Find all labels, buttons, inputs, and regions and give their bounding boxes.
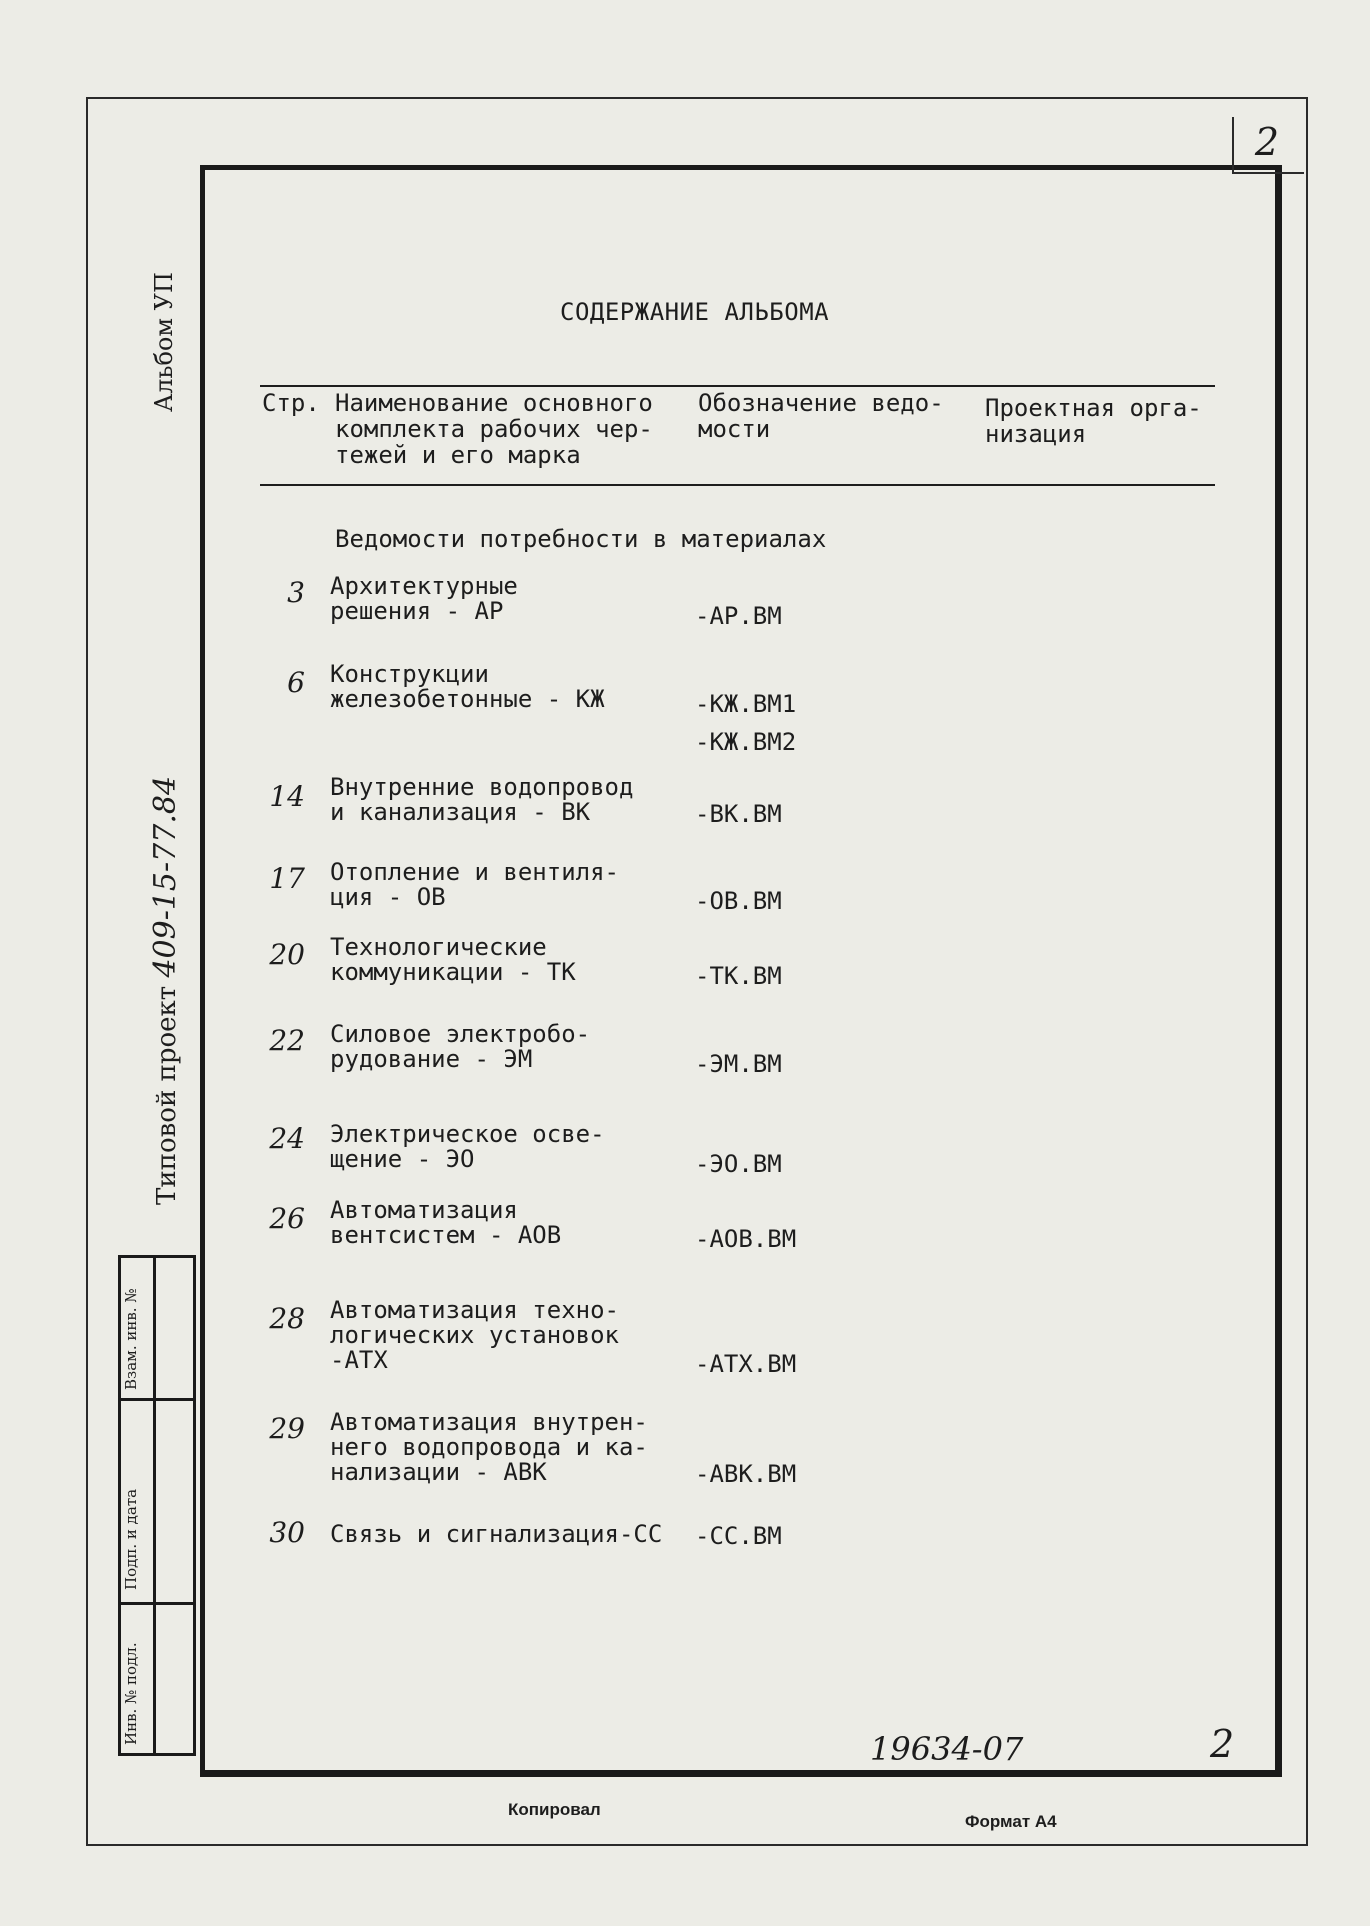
row-designation: -АТХ.ВМ (695, 1350, 797, 1378)
document-code: 19634-07 (870, 1730, 1024, 1768)
row-name: Внутренние водопровод и канализация - ВК (330, 773, 634, 826)
stamp-label-sign-date: Подп. и дата (122, 1488, 140, 1590)
row-name: Автоматизация техно- логических установок -АТХ (330, 1296, 619, 1374)
row-designation: -ЭО.ВМ (695, 1150, 782, 1178)
header-top-rule (260, 385, 1215, 387)
header-name: Наименование основного комплекта рабочих чер- тежей и его марка (335, 389, 653, 469)
stamp-label-replace-inv: Взам. инв. № (122, 1288, 140, 1390)
stamp-label-inv-original: Инв. № подл. (122, 1642, 140, 1745)
stamp-divider (118, 1602, 193, 1605)
row-page: 3 (287, 576, 305, 609)
row-name: Отопление и вентиля- ция - ОВ (330, 858, 619, 911)
row-page: 22 (269, 1024, 305, 1057)
row-designation: -АВК.ВМ (695, 1460, 797, 1488)
row-designation: -АОВ.ВМ (695, 1225, 797, 1253)
project-number: 409-15-77.84 (148, 775, 183, 978)
row-page: 30 (269, 1516, 305, 1549)
row-page: 24 (269, 1122, 305, 1155)
row-name: Архитектурные решения - АР (330, 572, 518, 625)
project-label (148, 776, 183, 1205)
row-name: Автоматизация внутрен- него водопровода и ка- нализации - АВК (330, 1408, 648, 1486)
row-page: 20 (269, 938, 305, 971)
corner-page-number: 2 (1254, 120, 1280, 164)
row-name: Автоматизация вентсистем - АОВ (330, 1196, 562, 1249)
copied-label: Копировал (508, 1800, 601, 1819)
row-designation: -ТК.ВМ (695, 962, 782, 990)
row-page: 17 (269, 862, 305, 895)
album-label: Альбом УП (150, 272, 178, 412)
row-designation: -ОВ.ВМ (695, 887, 782, 915)
section-title: Ведомости потребности в материалах (335, 525, 827, 553)
stamp-divider (118, 1398, 193, 1401)
row-page: 6 (287, 666, 305, 699)
row-page: 28 (269, 1302, 305, 1335)
project-prefix: Типовой проект (152, 985, 182, 1205)
row-designation: -КЖ.ВМ1 (695, 690, 797, 718)
format-label: Формат А4 (965, 1812, 1057, 1831)
row-designation: -ВК.ВМ (695, 800, 782, 828)
row-name: Силовое электробо- рудование - ЭМ (330, 1020, 591, 1073)
row-page: 14 (269, 780, 305, 813)
stamp-divider (153, 1255, 156, 1753)
row-name: Связь и сигнализация-СС (330, 1520, 663, 1548)
header-page: Стр. (262, 389, 320, 417)
header-designation: Обозначение ведо- мости (698, 389, 944, 443)
row-page: 26 (269, 1202, 305, 1235)
row-designation: -СС.ВМ (695, 1522, 782, 1550)
row-designation: -ЭМ.ВМ (695, 1050, 782, 1078)
row-page: 29 (269, 1412, 305, 1445)
page-title: СОДЕРЖАНИЕ АЛЬБОМА (560, 298, 830, 326)
row-designation: -КЖ.ВМ2 (695, 728, 797, 756)
page-number: 2 (1210, 1722, 1235, 1766)
row-name: Конструкции железобетонные - КЖ (330, 660, 605, 713)
header-org: Проектная орга- низация (985, 394, 1202, 448)
row-designation: -АР.ВМ (695, 602, 782, 630)
row-name: Электрическое осве- щение - ЭО (330, 1120, 605, 1173)
row-name: Технологические коммуникации - ТК (330, 933, 576, 986)
header-bottom-rule (260, 484, 1215, 486)
